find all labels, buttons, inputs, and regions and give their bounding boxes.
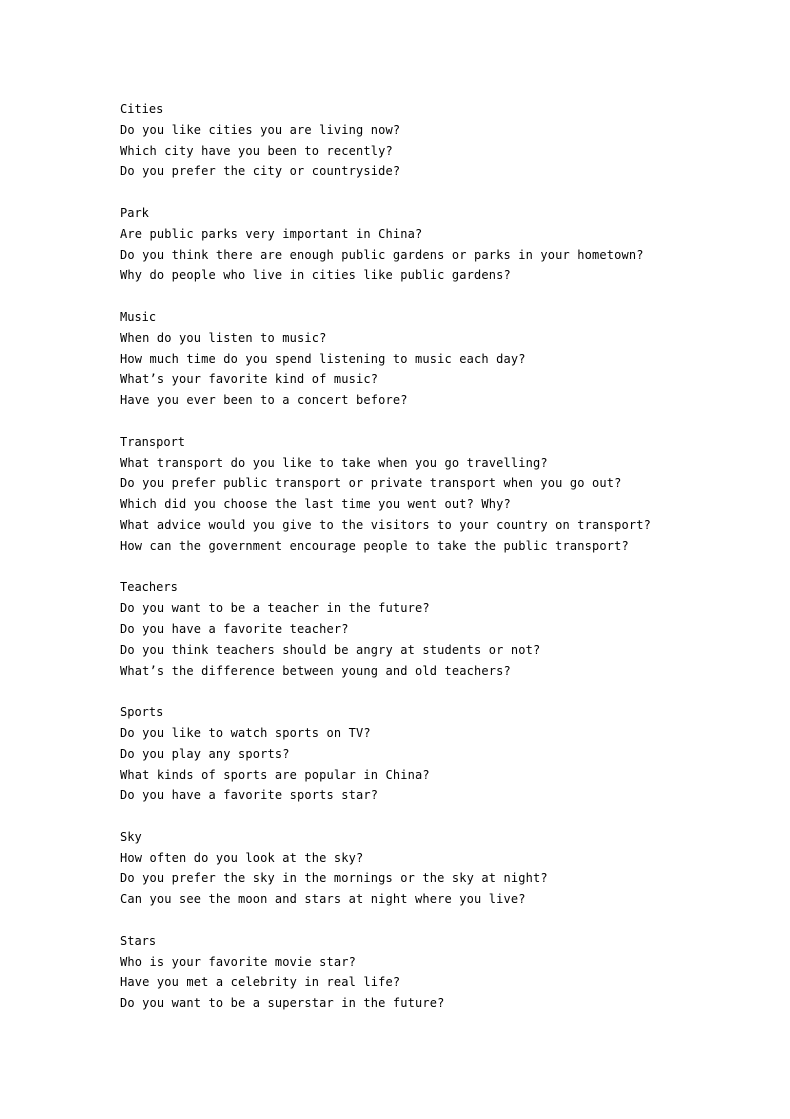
section-title: Cities xyxy=(120,102,164,116)
section-cities xyxy=(120,99,770,182)
section-stars xyxy=(120,931,770,1014)
document-page xyxy=(120,99,770,1035)
section-title: Teachers xyxy=(120,580,178,595)
question-line: What’s your favorite kind of music? xyxy=(120,372,379,387)
question-line: Are public parks very important in China? xyxy=(120,226,423,241)
question-line: Do you think teachers should be angry at students or not? xyxy=(120,642,541,657)
question-line: Do you think there are enough public gardens or parks in your hometown? xyxy=(120,247,644,262)
section-teachers xyxy=(120,577,770,681)
question-line: What’s the difference between young and old teachers? xyxy=(120,663,511,678)
question-line: When do you listen to music? xyxy=(120,330,327,345)
question-line: Do you have a favorite sports star? xyxy=(120,788,379,803)
question-line: Why do people who live in cities like public gardens? xyxy=(120,268,511,283)
section-title: Sports xyxy=(120,705,164,720)
question-line: Do you like cities you are living now? xyxy=(120,122,401,137)
section-transport xyxy=(120,432,770,557)
question-line: Do you play any sports? xyxy=(120,746,290,761)
question-line: How much time do you spend listening to music each day? xyxy=(120,351,526,366)
question-line: Do you prefer public transport or private transport when you go out? xyxy=(120,476,622,491)
question-line: Do you prefer the sky in the mornings or the sky at night? xyxy=(120,871,548,886)
question-line: Do you want to be a superstar in the future? xyxy=(120,996,445,1011)
section-title: Sky xyxy=(120,829,142,844)
question-line: Do you prefer the city or countryside? xyxy=(120,164,401,179)
question-line: Do you like to watch sports on TV? xyxy=(120,725,371,740)
question-line: Which did you choose the last time you went out? Why? xyxy=(120,497,511,512)
section-title: Park xyxy=(120,205,149,220)
question-line: What transport do you like to take when you go travelling? xyxy=(120,455,548,470)
section-park xyxy=(120,203,770,286)
section-title: Transport xyxy=(120,434,186,449)
section-sky xyxy=(120,827,770,910)
question-line: Have you ever been to a concert before? xyxy=(120,393,408,408)
section-title: Music xyxy=(120,309,157,324)
question-line: How can the government encourage people to take the public transport? xyxy=(120,538,629,553)
question-line: Do you want to be a teacher in the future? xyxy=(120,601,430,616)
section-title: Stars xyxy=(120,933,157,948)
section-music xyxy=(120,307,770,411)
question-line: Which city have you been to recently? xyxy=(120,143,393,158)
question-line: Who is your favorite movie star? xyxy=(120,954,356,969)
question-line: Have you met a celebrity in real life? xyxy=(120,975,401,990)
question-line: What advice would you give to the visitors to your country on transport? xyxy=(120,517,651,532)
section-sports xyxy=(120,702,770,806)
question-line: Do you have a favorite teacher? xyxy=(120,621,349,636)
question-line: How often do you look at the sky? xyxy=(120,850,364,865)
question-line: Can you see the moon and stars at night where you live? xyxy=(120,892,526,907)
question-line: What kinds of sports are popular in China? xyxy=(120,767,430,782)
